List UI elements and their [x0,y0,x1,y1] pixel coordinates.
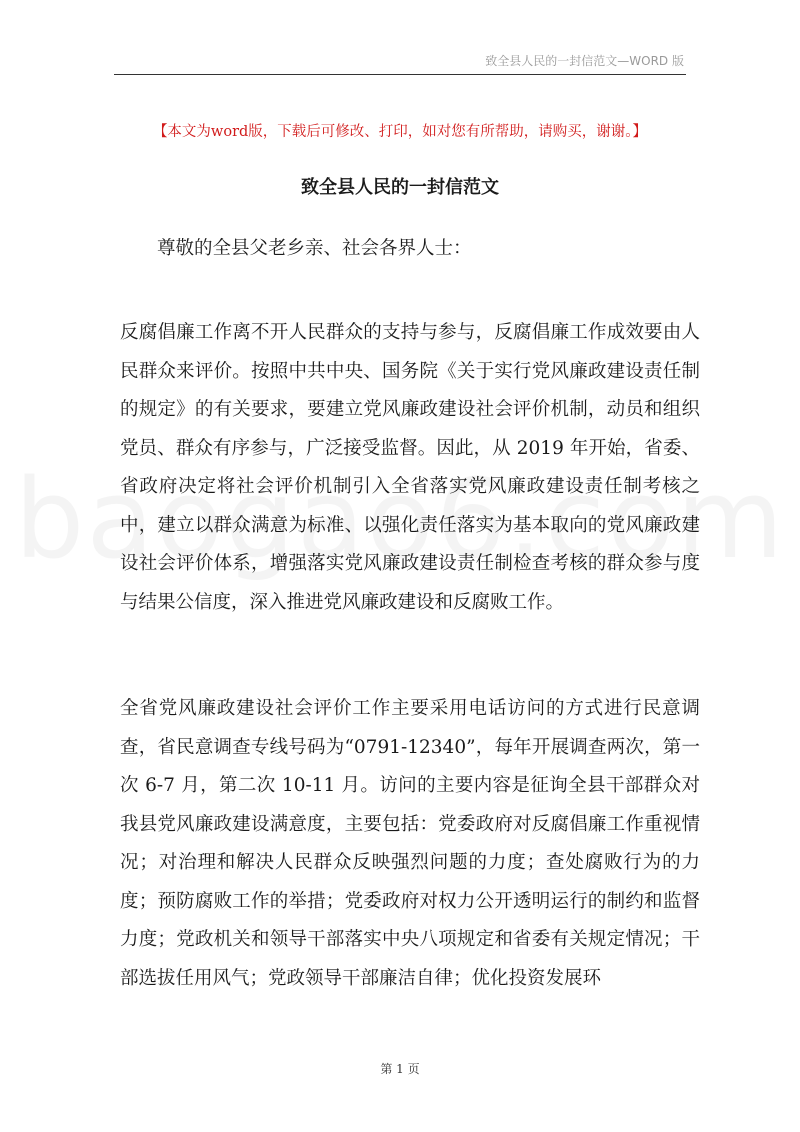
purchase-notice: 【本文为word版，下载后可修改、打印，如对您有所帮助，请购买，谢谢。】 [152,124,648,140]
salutation: 尊敬的全县父老乡亲、社会各界人士： [157,238,472,259]
header-divider [114,74,686,75]
document-title: 致全县人民的一封信范文 [301,177,499,198]
page-number: 第 1 页 [380,1062,420,1076]
body-paragraph-1: 反腐倡廉工作离不开人民群众的支持与参与，反腐倡廉工作成效要由人民群众来评价。按照中共中央、国务院《关于实行党风廉政建设责任制的规定》的有关要求，要建立党风廉政建设社会评价机制，动员和组织党员、群众有序参与，广泛接受监督。因此，从 2019 年开始，省委、省政府决定将社会评价机制引入全省落实党风廉政建设责任制考核之中，建立以群众满意为标准、以强化责任落实为基本取向的党风廉政建设社会评价体系，增强落实党风廉政建设责任制检查考核的群众参与度与结果公信度，深入推进党风廉政建设和反腐败工作。 [120,322,700,613]
body-paragraph-2: 全省党风廉政建设社会评价工作主要采用电话访问的方式进行民意调查，省民意调查专线号码为“0791-12340”，每年开展调查两次，第一次 6-7 月，第二次 10-11 月。访问的主要内容是征询全县干部群众对我县党风廉政建设满意度，主要包括：党委政府对反腐倡廉工作重视情况；对治理和解决人民群众反映强烈问题的力度；查处腐败行为的力度；预防腐败工作的举措；党委政府对权力公开透明运行的制约和监督力度；党政机关和领导干部落实中央八项规定和省委有关规定情况；干部选拔任用风气；党政领导干部廉洁自律；优化投资发展环 [120,698,700,989]
running-header-title: 致全县人民的一封信范文—WORD 版 [485,54,684,68]
